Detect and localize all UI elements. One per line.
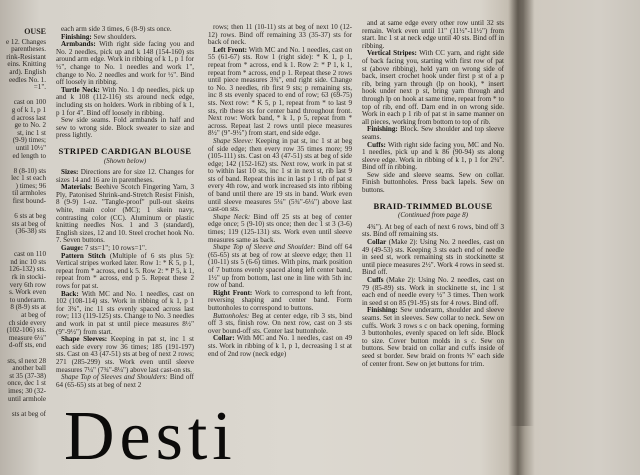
paragraph-lead: Back: — [61, 289, 79, 298]
paragraph-lead: Cuffs: — [367, 140, 386, 149]
paragraph — [208, 214, 352, 244]
paragraph-text: rows; then 11 (10-11) sts at beg of next 10 (12-12) rows. Bind off remaining 33 (35-37) sts for back of neck. — [208, 23, 352, 47]
fragment-line: ed length to — [12, 151, 46, 160]
paragraph-text: Bind off 64 (65-65) sts at beg of next 2 — [56, 373, 194, 389]
paragraph-text: With MC and No. 1 needles, cast on 102 (108-114) sts. Work in ribbing of k 1, p 1 for 3¾", inc 11 sts evenly spaced across last row; 113 (119-125) sts. Change to No. 3 needles and work in pat st until piece measures 8½" (9"-9½") from start. — [56, 289, 194, 336]
paragraph-lead: Right Front: — [213, 288, 253, 297]
paragraph-text: Directions are for size 12. Changes for sizes 14 and 16 are in parentheses. — [56, 168, 194, 184]
paragraph — [56, 41, 194, 87]
paragraph-text: With MC and No. 1 needles, cast on 55 (61-67) sts. Row 1 (right side): * K 1, p 1, repeat from * across, end k 1. Row 2: * P 1, k 1, repeat from * across, end p 1. Repeat these 2 rows until piece measures 3¾", end right side. Change to No. 3 needles, rib first 9 sts; p remaining sts, inc 8 sts evenly spaced to end of row; 63 (69-75) sts. Next row: * K 5, p 1, repeat from * to last 9 sts, rib these sts for center band throughout front. Next row: Work band, * k 1, p 5, repeat from * across. Repeat last 2 rows until piece measures 8½" (9"-9½") from start, end side edge. — [208, 45, 352, 138]
paragraph-lead: Gauge: — [61, 244, 84, 253]
fragment-line: sts at beg of — [11, 219, 46, 228]
fragment-line: (102-106) sts. — [6, 326, 46, 335]
paragraph-lead: Sizes: — [61, 168, 79, 177]
paragraph — [208, 290, 352, 313]
paragraph-text: Sew underarm, shoulder and sleeve seams. Set in sleeves. Sew collar to neck. Sew on cuffs. Work 3 rows s c on back opening, forming 3 buttonholes, evenly spaced on left side. Block to size. Cover button molds in s c. Sew on buttons. Sew braid on collar and cuffs inside of seed st border. Sew braid on fronts ⅝" each side of center front. Sew on jet buttons for trim. — [362, 306, 504, 368]
paragraph-lead: Shape Sleeve: — [213, 136, 254, 145]
paragraph-lead: Shape Neck: — [213, 212, 251, 221]
paragraph-lead: Finishing: — [367, 306, 398, 315]
fragment-line: another ball — [12, 364, 46, 373]
paragraph-text: and at same edge every other row until 32 sts remain. Work even until 11" (11½"-11½") from start. Inc 1 st at neck edge until 40 sts. Bind off in ribbing. — [362, 19, 504, 50]
next-article-title: Desti — [64, 398, 237, 475]
fragment-line: e 12. Changes — [6, 37, 46, 46]
paragraph — [56, 336, 194, 374]
paragraph-text: 4¾"). At beg of each of next 6 rows, bind off 3 sts. Bind off remaining sts. — [362, 222, 504, 239]
fragment-line: (36-38) sts — [15, 227, 46, 236]
paragraph-lead: Buttonholes: — [213, 311, 250, 320]
paragraph — [56, 374, 194, 389]
fragment-line: nd inc 10 sts — [10, 257, 46, 266]
fragment-line: ge to No. 2 — [14, 121, 46, 130]
paragraph-text: Sew side and sleeve seams. Sew on collar. Finish buttonholes. Press back lapels. Sew on buttons. — [362, 170, 504, 195]
paragraph-lead: Finishing: — [61, 32, 92, 41]
fragment-line: 126-132) sts. — [8, 265, 46, 274]
fragment-line: at beg of — [21, 310, 46, 319]
paragraph-text: (Make 2): Using No. 2 needles, cast on 79 (85-89) sts. Work in stockinette st, inc 1 st each end of needle every ½" 3 times. Then work in seed st on 85 (91-95) sts for 4 rows. Bind off. — [362, 276, 504, 307]
fragment-line: to underarm. — [9, 295, 46, 304]
paragraph-text: (Multiple of 6 sts plus 5): Vertical stripes worked later. Row 1: * K 5, p 1, repeat from * across, end k 5. Row 2: * P 5, k 1, repeat from * across, end p 5. Repeat these 2 rows for pat st. — [56, 251, 194, 290]
fragment-line: once, dec 1 st — [7, 379, 46, 388]
paragraph-text: Bind off 25 sts at beg of center edge once; 5 (9-10) sts once; then dec 1 st 3 (3-6) times; 119 (125-131) sts. Work even until sleeve measures same as back. — [208, 212, 353, 244]
fragment-line: sts at beg of — [11, 409, 46, 418]
paragraph-lead: Left Front: — [213, 45, 248, 54]
paragraph-text: Block. Sew shoulder and top sleeve seams. — [362, 125, 504, 141]
fragment-line: rk in stocki- — [11, 273, 46, 281]
paragraph-text: Keeping in pat st, inc 1 st at beg of side edge; then every row 35 times more; 99 (105-111) sts. Cast on 43 (47-51) sts at beg of side edge; 142 (152-162) sts. Next row, work in pat st to within last 10 sts, inc 1 st in next st, rib last 9 sts of band. Repeat this inc in last p 1 rib of pat st every 4th row, and work increased sts into ribbing of band until there are 19 sts in band. Work even until sleeve measures 5¼" (5¾"-6¼") above last cast-on sts. — [208, 136, 352, 214]
fragment-line: measure 6¼" — [8, 333, 46, 342]
paragraph-text: With CC yarn, and right side of back facing you, starting with first row of pat st (above ribbing), held yarn on wrong side of back, insert crochet hook under first p st of a p rib, bring yarn through (lp on hook), * insert hook under next p st, bring yarn through and through lp on hook at same time, repeat from * to top of rib, end off. Darn end in on wrong side. Work in each p 1 rib of pat st in same manner on all pieces, working from bottom to top of rib. — [362, 49, 504, 126]
paragraph-text: With MC and No. 1 needles, cast on 49 sts. Work in ribbing of k 1, p 1, decreasing 1 st at end of 2nd row (neck edge) — [208, 334, 352, 358]
paragraph — [56, 184, 194, 245]
section-subheading: (Continued from page 8) — [397, 211, 469, 220]
left-fragment-heading: OUSE — [24, 28, 46, 36]
fragment-line: 6 sts at beg — [14, 212, 46, 221]
fragment-line: cast on 110 — [13, 250, 46, 259]
paragraph — [362, 126, 504, 141]
fragment-line: ) times; 96 — [15, 181, 46, 190]
article-column-2 — [208, 24, 352, 358]
fragment-line: 8 (8-9) sts at — [10, 303, 46, 312]
paragraph-text: Beg at center edge, rib 3 sts, bind off 3 sts, finish row. On next row, cast on 3 sts over bound-off sts. Center last buttonhole. — [208, 311, 352, 335]
fragment-line — [0, 236, 46, 244]
paragraph-text: 7 sts=1"; 10 rows=1". — [83, 244, 147, 253]
paragraph-text: Keeping in pat st, inc 1 st each side every row 36 times; 185 (191-197) sts. Cast on 43 (47-51) sts at beg of next 2 rows; 271 (285-299) sts. Work even until sleeve measures 7¼" (7¾"-8¼") above last cast-on sts. — [56, 335, 194, 374]
paragraph-text: each arm side 3 times, 6 (8-9) sts once. — [61, 25, 172, 33]
paragraph-lead: Cuffs — [367, 276, 384, 284]
fragment-line: eins. Knitting — [7, 60, 46, 69]
paragraph — [362, 239, 504, 277]
fragment-line: first bound- — [12, 197, 46, 206]
fragment-line: =1". — [33, 83, 46, 92]
fragment-line: cast on 100 — [13, 98, 46, 107]
article-column-1 — [56, 26, 194, 389]
paragraph-lead: Shape Sleeves: — [61, 335, 108, 344]
paragraph — [362, 224, 504, 239]
paragraph-text: Work to correspond to left front, reversing shaping and center band. Form buttonholes to correspond to buttons. — [208, 288, 352, 312]
paragraph-lead: Materials: — [61, 183, 93, 192]
paragraph — [208, 335, 352, 358]
fragment-line: rink-Resistant — [6, 52, 46, 61]
fragment-line: st, inc 1 st — [17, 128, 46, 137]
paragraph-lead: Collar — [367, 238, 387, 247]
fragment-line: g of k 1, p 1 — [11, 105, 46, 114]
paragraph-lead: Vertical Stripes: — [367, 49, 417, 58]
fragment-line: st 35 (37-38) — [9, 371, 46, 380]
paragraph — [208, 138, 352, 214]
fragment-line: sts, sl next 28 — [7, 356, 46, 365]
paragraph — [208, 313, 352, 336]
paragraph-lead: Turtle Neck: — [61, 85, 100, 94]
paragraph — [56, 169, 194, 184]
fragment-line: ch side every — [8, 318, 46, 327]
paragraph-text: With No. 1 dp needles, pick up and k 108 (112-116) sts around neck edge, including sts on holders. Work in ribbing of k 1, p 1 for 4". Bind off loosely in ribbing. — [56, 85, 194, 117]
fragment-line: eedles No. 1. — [8, 75, 46, 84]
paragraph — [362, 307, 504, 368]
paragraph-lead: Collar: — [213, 334, 235, 343]
paragraph-lead: Finishing: — [367, 125, 398, 134]
fragment-line: s. Work even — [9, 288, 46, 297]
paragraph-lead: Pattern Stitch — [61, 251, 106, 260]
article-column-3 — [362, 20, 504, 368]
paragraph-lead: Shape Top of Sleeves and Shoulders: — [61, 373, 168, 382]
fragment-line: til armholes — [12, 189, 46, 198]
fragment-line: ard). English — [9, 67, 46, 76]
paragraph — [56, 253, 194, 291]
paragraph-lead: Armbands: — [61, 40, 96, 49]
paragraph-text: Bind off 64 (65-65) sts at beg of row at sleeve edge; then 11 (10-11) sts 5 (6-6) times. With pins, mark position of 7 buttons evenly spaced along left center band, 1½" up from bottom, last one in line with 5th inc row of band. — [208, 243, 352, 290]
paragraph — [362, 142, 504, 172]
fragment-line: (9-9) times; — [12, 136, 46, 145]
section-heading: STRIPED CARDIGAN BLOUSE — [58, 145, 192, 156]
paragraph-text: (Make 2): Using No. 2 needles, cast on 49 (49-53) sts. Keeping 3 sts each end of needle in seed st, work remaining sts in stockinette st until piece measures 2½". Work 4 rows in seed st. Bind off. — [362, 238, 504, 277]
paragraph — [208, 47, 352, 138]
paragraph — [56, 291, 194, 337]
paragraph — [208, 244, 352, 290]
fragment-line: d across last — [11, 113, 46, 122]
fragment-line: until armhole — [7, 394, 46, 403]
fragment-line: d-off sts, end — [8, 341, 46, 350]
paragraph-text: Beehive Scotch Fingering Yarn, 3 Ply, Patonised Shrink-and-Stretch Resist Finish, 8 (9-9) 1-oz. "Tangle-proof" pull-out skeins white, main color (MC); 1 skein navy, contrasting color (CC). Aluminum or plastic knitting needles Nos. 1 and 3 (standard), English sizes, 12 and 10. Steel crochet hook No. 7. Seven buttons. — [56, 183, 194, 245]
paragraph — [56, 87, 194, 117]
paragraph — [362, 172, 504, 195]
paragraph-text: Sew side seams. Fold armbands in half and sew to wrong side. Block sweater to size and press lightly. — [56, 116, 194, 140]
paragraph — [56, 117, 194, 140]
fragment-line: until 10½" — [15, 143, 46, 152]
section-subheading: (Shown below) — [103, 156, 147, 165]
fragment-line: imes; 30 (32- — [8, 386, 46, 395]
page-gutter-shadow — [510, 0, 534, 426]
paragraph-text: With right side facing you, MC and No. 1 needles, pick up and k 86 (90-94) sts along sleeve edge. Work in ribbing of k 1, p 1 for 2¾". Bind off in ribbing. — [362, 140, 504, 172]
fragment-line: very 6th row — [9, 280, 46, 289]
fragment-line: 8 (8-10) sts — [13, 166, 46, 175]
fragment-line: lec 1 st each — [11, 174, 46, 183]
paragraph — [362, 20, 504, 50]
left-fragment-lines — [0, 39, 46, 419]
paragraph-text: With right side facing you and No. 2 needles, pick up and k 148 (154-160) sts around arm edge. Work in ribbing of k 1, p 1 for ½", change to No. 1 needles and work 1", change to No. 2 needles and work for ½". Bind off loosely in ribbing. — [56, 40, 194, 87]
paragraph-lead: Shape Top of Sleeve and Shoulder: — [213, 243, 316, 252]
paragraph — [208, 24, 352, 47]
paragraph-text: Sew shoulders. — [91, 32, 137, 41]
section-heading: BRAID-TRIMMED BLOUSE — [373, 200, 493, 211]
paragraph — [362, 277, 504, 307]
paragraph — [362, 50, 504, 126]
fragment-line: parentheses. — [11, 45, 46, 54]
left-column-fragment — [0, 28, 46, 418]
